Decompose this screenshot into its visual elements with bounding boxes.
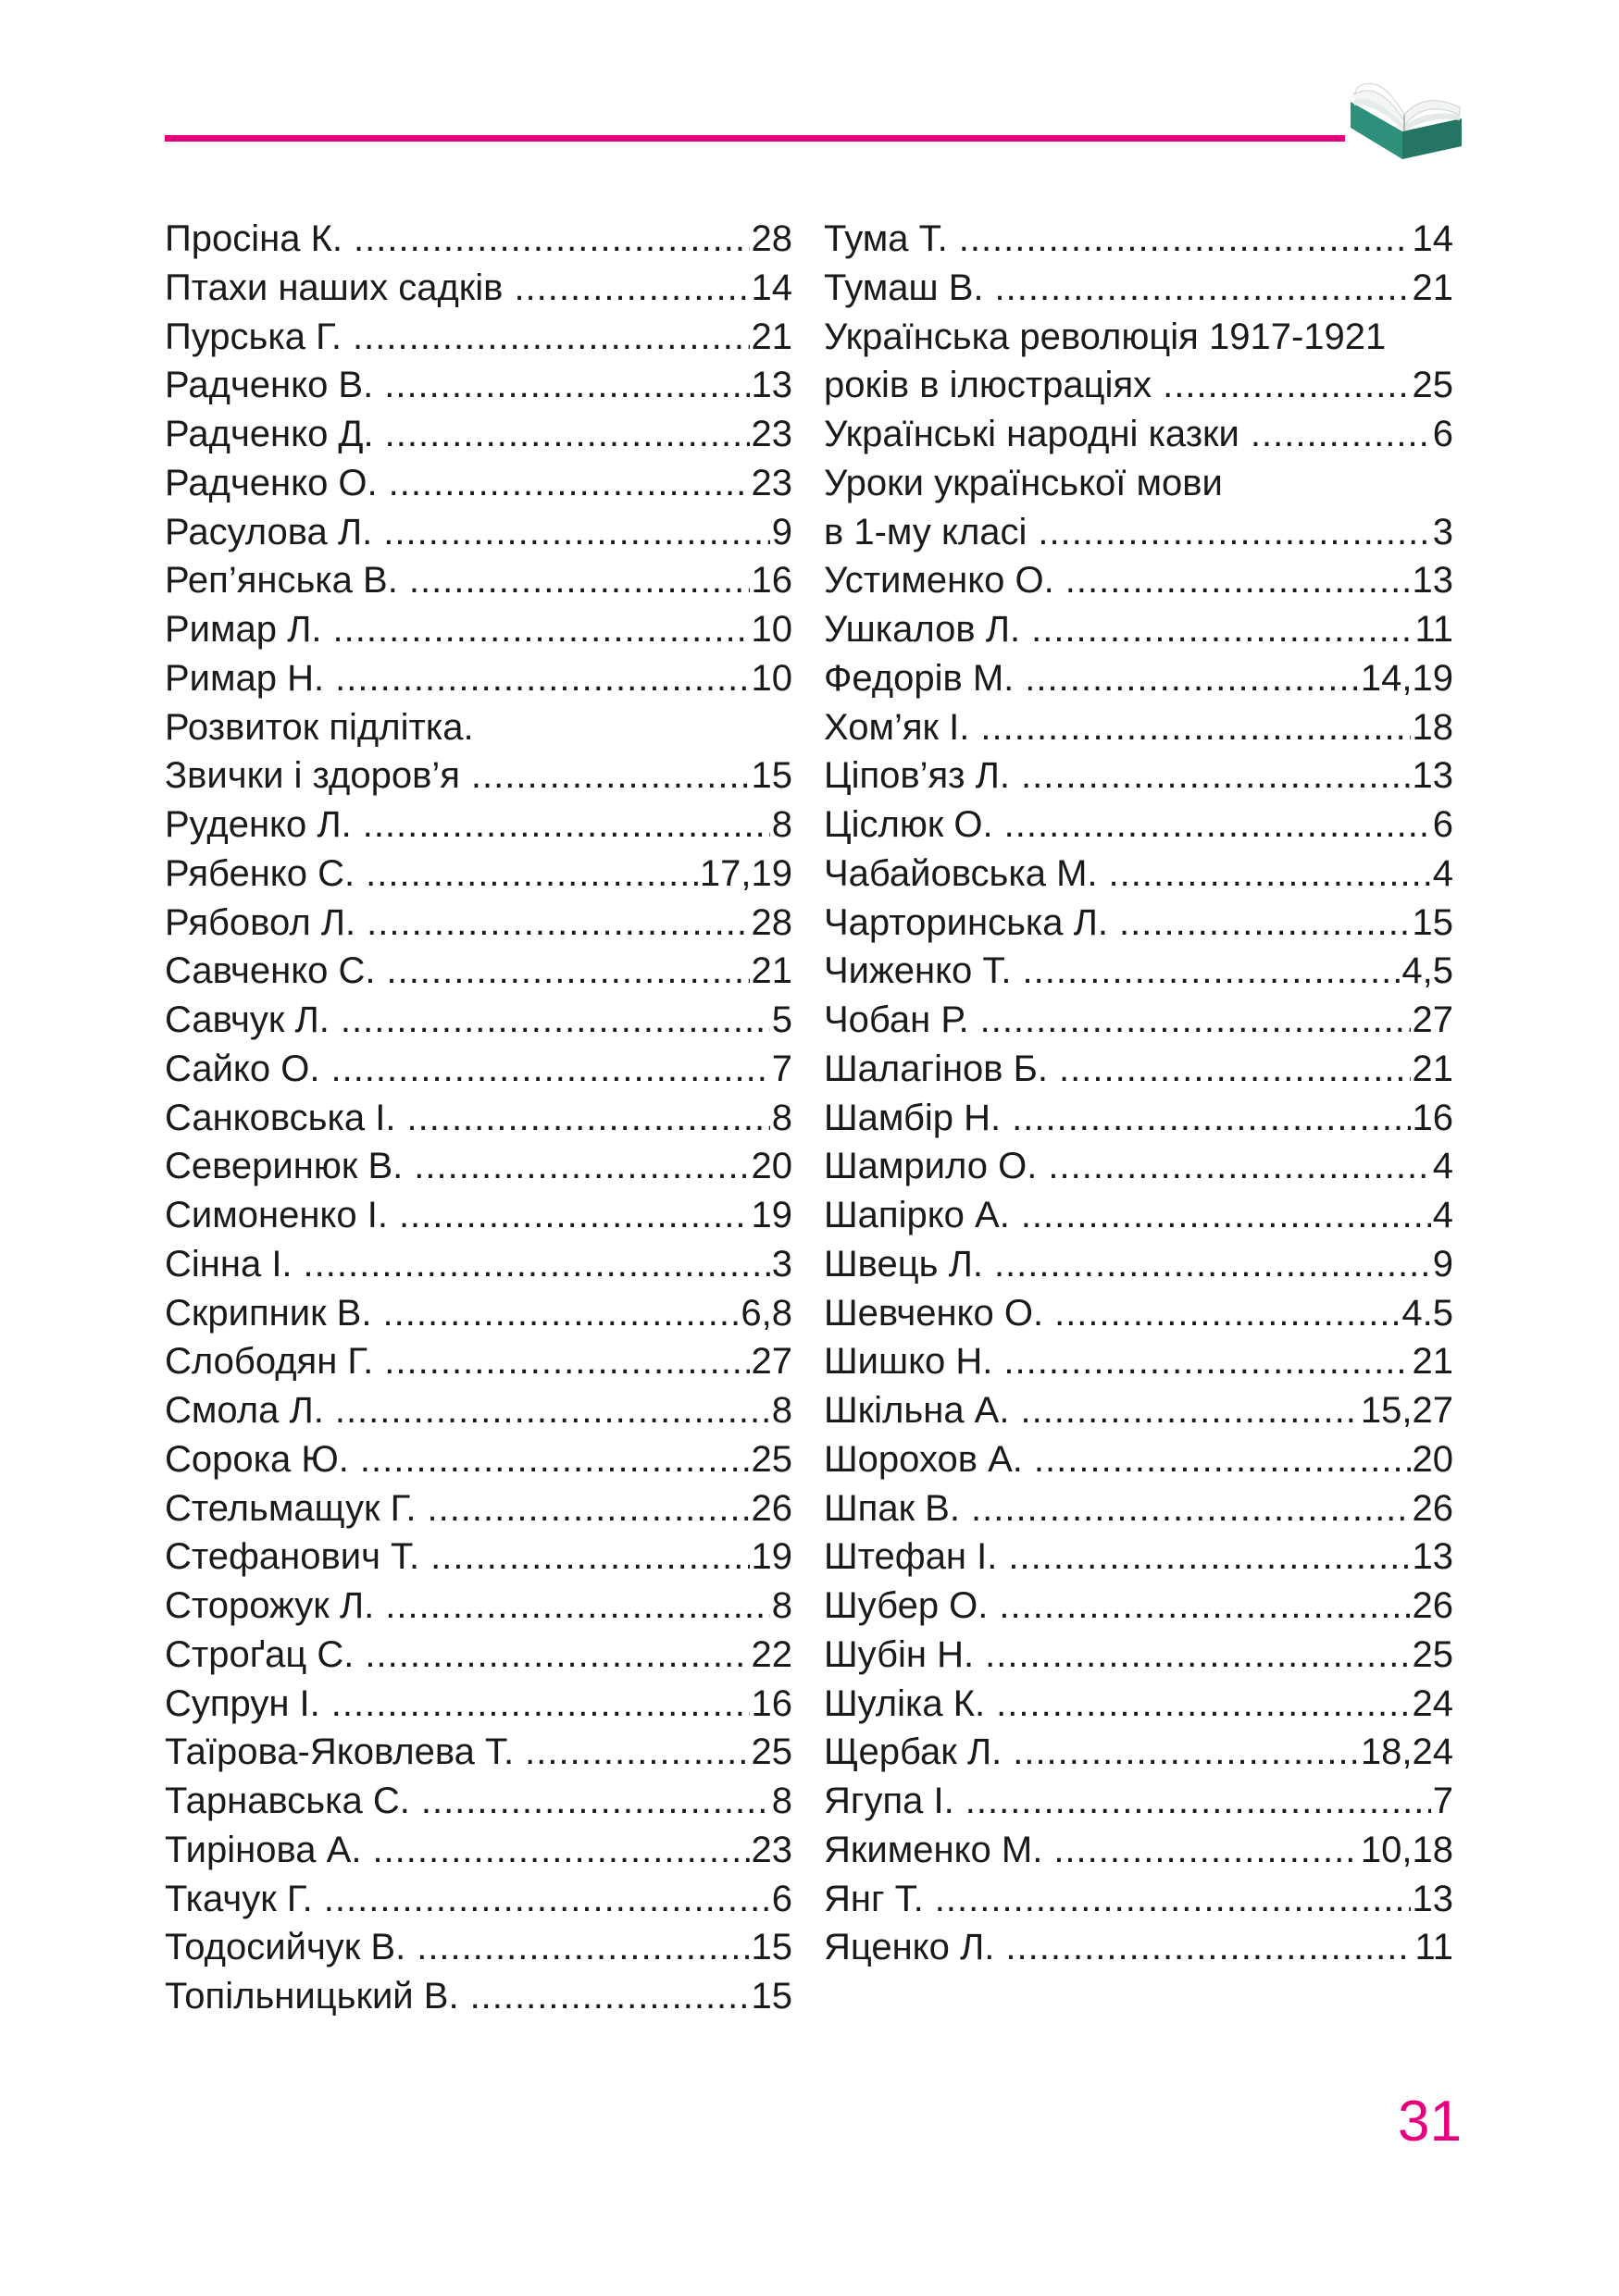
entry-page: 16 xyxy=(751,1682,792,1724)
dot-leader xyxy=(417,1923,749,1972)
entry-name: Ягупа І. xyxy=(824,1781,954,1821)
entry-page: 25 xyxy=(1412,1633,1453,1675)
dot-leader xyxy=(1025,654,1359,703)
entry-page: 4.5 xyxy=(1401,1292,1453,1334)
entry-name: Радченко Д. xyxy=(165,414,374,454)
entry-name: Пурська Г. xyxy=(165,316,342,357)
index-entry xyxy=(165,1972,792,2021)
entry-page: 15 xyxy=(751,1976,792,2017)
dot-leader xyxy=(1065,556,1411,605)
entry-page: 14,19 xyxy=(1360,657,1453,699)
index-entry xyxy=(824,1680,1453,1729)
entry-page: 16 xyxy=(751,560,792,602)
entry-page: 18 xyxy=(1412,706,1453,748)
entry-name: Шубер О. xyxy=(824,1585,989,1626)
entry-name: Хом’як І. xyxy=(824,706,970,748)
index-entry xyxy=(165,605,792,654)
dot-leader xyxy=(335,654,749,703)
entry-page: 8 xyxy=(771,1097,792,1138)
entry-name: Сайко О. xyxy=(165,1048,320,1089)
entry-page: 4 xyxy=(1432,1146,1453,1187)
index-entry xyxy=(824,1289,1453,1338)
entry-name: Шишко Н. xyxy=(824,1341,993,1383)
entry-name: Таїрова-Яковлева Т. xyxy=(165,1731,515,1773)
dot-leader xyxy=(1054,1289,1400,1338)
dot-leader xyxy=(1004,800,1431,850)
index-entry xyxy=(824,996,1453,1045)
index-entry xyxy=(165,1289,792,1338)
dot-leader xyxy=(1031,605,1413,654)
index-column-right xyxy=(824,215,1453,1972)
index-entry xyxy=(824,899,1453,948)
entry-name: Стефанович Т. xyxy=(165,1536,420,1578)
index-entry xyxy=(165,1142,792,1191)
entry-name: Щербак Л. xyxy=(824,1731,1003,1773)
dot-leader xyxy=(935,1875,1411,1924)
index-entry xyxy=(824,605,1453,654)
entry-name: Шамрило О. xyxy=(824,1146,1038,1187)
entry-page: 14 xyxy=(751,267,792,308)
entry-name: Українська революція 1917-1921 xyxy=(824,316,1387,357)
entry-name: Тирінова А. xyxy=(165,1829,362,1870)
entry-page: 6,8 xyxy=(741,1292,792,1334)
entry-name: Рябенко С. xyxy=(165,852,355,894)
entry-name: Руденко Л. xyxy=(165,804,352,845)
entry-name: Стельмащук Г. xyxy=(165,1487,417,1529)
index-entry xyxy=(165,1875,792,1924)
entry-page: 28 xyxy=(751,901,792,943)
entry-name: Тодосийчук В. xyxy=(165,1927,406,1968)
entry-page: 24 xyxy=(1412,1682,1453,1724)
dot-leader xyxy=(389,459,750,508)
entry-name: Сінна І. xyxy=(165,1243,293,1285)
index-entry xyxy=(824,1923,1453,1972)
dot-leader xyxy=(514,264,749,313)
entry-name: Ткачук Г. xyxy=(165,1878,313,1919)
index-entry xyxy=(165,556,792,605)
entry-name: Строґац С. xyxy=(165,1633,355,1675)
entry-page: 21 xyxy=(1412,1341,1453,1383)
entry-name: Шорохов А. xyxy=(824,1438,1023,1480)
index-entry xyxy=(165,1435,792,1484)
entry-name: Шевченко О. xyxy=(824,1292,1044,1334)
dot-leader xyxy=(360,1435,750,1484)
entry-page: 13 xyxy=(1412,1878,1453,1919)
index-entry xyxy=(165,459,792,508)
entry-page: 13 xyxy=(1412,755,1453,797)
dot-leader xyxy=(383,508,769,557)
entry-name: Симоненко І. xyxy=(165,1195,388,1235)
dot-leader xyxy=(341,996,770,1045)
dot-leader xyxy=(363,800,770,850)
index-entry xyxy=(824,947,1453,996)
entry-page: 5 xyxy=(771,999,792,1040)
entry-page: 23 xyxy=(751,462,792,503)
dot-leader xyxy=(384,361,749,410)
entry-name: Шкільна А. xyxy=(824,1390,1010,1431)
entry-page: 14 xyxy=(1412,218,1453,259)
index-entry xyxy=(824,1631,1453,1680)
entry-name: Римар Н. xyxy=(165,657,325,699)
entry-name: Шпак В. xyxy=(824,1487,960,1529)
dot-leader xyxy=(971,1484,1411,1533)
entry-page: 13 xyxy=(1412,560,1453,602)
entry-page: 16 xyxy=(1412,1097,1453,1138)
dot-leader xyxy=(965,1777,1431,1826)
dot-leader xyxy=(1003,1337,1410,1386)
entry-name: Супрун І. xyxy=(165,1682,320,1724)
header-rule xyxy=(165,135,1345,142)
index-entry xyxy=(824,1142,1453,1191)
entry-page: 4 xyxy=(1432,852,1453,894)
index-entry xyxy=(165,1094,792,1143)
index-entry xyxy=(824,1728,1453,1777)
entry-name: Уроки української мови xyxy=(824,462,1223,503)
entry-name: Тума Т. xyxy=(824,218,948,259)
entry-name: Смола Л. xyxy=(165,1390,324,1431)
dot-leader xyxy=(1251,410,1431,459)
entry-page: 13 xyxy=(1412,1536,1453,1578)
index-entry xyxy=(165,1728,792,1777)
entry-page: 19 xyxy=(751,1536,792,1578)
dot-leader xyxy=(427,1484,749,1533)
entry-page: 28 xyxy=(751,218,792,259)
entry-name: Скрипник В. xyxy=(165,1292,372,1334)
entry-page: 3 xyxy=(1432,511,1453,552)
entry-page: 4,5 xyxy=(1401,950,1453,992)
dot-leader xyxy=(353,313,749,362)
index-entry xyxy=(165,313,792,362)
dot-leader xyxy=(304,1240,770,1289)
entry-page: 21 xyxy=(751,316,792,357)
index-entry xyxy=(165,215,792,264)
dot-leader xyxy=(385,1582,770,1631)
entry-name: Ушкалов Л. xyxy=(824,609,1021,650)
index-entry xyxy=(165,508,792,557)
entry-name: Савченко С. xyxy=(165,950,376,992)
entry-name: Расулова Л. xyxy=(165,511,373,552)
entry-page: 8 xyxy=(771,1390,792,1431)
dot-leader xyxy=(470,1972,750,2021)
dot-leader xyxy=(366,850,698,899)
dot-leader xyxy=(385,410,750,459)
index-entry xyxy=(824,850,1453,899)
index-entry xyxy=(824,1875,1453,1924)
entry-page: 26 xyxy=(751,1487,792,1529)
entry-name: Топільницький В. xyxy=(165,1976,459,2017)
index-entry xyxy=(165,1484,792,1533)
index-entry xyxy=(824,1337,1453,1386)
dot-leader xyxy=(1005,1923,1413,1972)
entry-name: Чабайовська М. xyxy=(824,852,1098,894)
index-entry xyxy=(165,1777,792,1826)
entry-name: Штефан І. xyxy=(824,1536,998,1578)
entry-page: 27 xyxy=(751,1341,792,1383)
dot-leader xyxy=(996,1680,1410,1729)
dot-leader xyxy=(387,947,750,996)
entry-page: 11 xyxy=(1414,1927,1453,1968)
dot-leader xyxy=(1021,751,1411,800)
entry-name: Ціпов’яз Л. xyxy=(824,755,1010,797)
entry-name: Звички і здоров’я xyxy=(165,755,460,797)
entry-page: 4 xyxy=(1432,1195,1453,1235)
entry-page: 25 xyxy=(751,1731,792,1773)
index-entry xyxy=(165,1337,792,1386)
entry-page: 26 xyxy=(1412,1585,1453,1626)
index-entry xyxy=(165,1631,792,1680)
dot-leader xyxy=(994,1240,1431,1289)
index-entry xyxy=(824,264,1453,313)
index-entry xyxy=(824,1777,1453,1826)
dot-leader xyxy=(1059,1045,1410,1094)
index-entry xyxy=(824,508,1453,557)
dot-leader xyxy=(1020,1386,1358,1435)
entry-name: Тарнавська С. xyxy=(165,1781,410,1821)
entry-page: 9 xyxy=(771,511,792,552)
index-entry xyxy=(824,556,1453,605)
entry-name: Савчук Л. xyxy=(165,999,330,1040)
entry-page: 26 xyxy=(1412,1487,1453,1529)
entry-page: 17,19 xyxy=(699,852,792,894)
dot-leader xyxy=(333,605,750,654)
index-entry xyxy=(165,1533,792,1582)
entry-page: 13 xyxy=(751,365,792,406)
dot-leader xyxy=(980,703,1410,752)
index-entry xyxy=(165,1240,792,1289)
dot-leader xyxy=(367,899,749,948)
dot-leader xyxy=(365,1631,749,1680)
entry-name: Радченко В. xyxy=(165,365,374,406)
entry-page: 15 xyxy=(751,755,792,797)
dot-leader xyxy=(1012,1094,1410,1143)
index-entry xyxy=(165,703,792,752)
entry-page: 11 xyxy=(1414,609,1453,650)
entry-name: Устименко О. xyxy=(824,560,1054,602)
dot-leader xyxy=(959,215,1411,264)
dot-leader xyxy=(421,1777,770,1826)
entry-name: Северинюк В. xyxy=(165,1146,404,1187)
entry-page: 10 xyxy=(751,657,792,699)
index-entry xyxy=(165,1386,792,1435)
entry-name: Шамбір Н. xyxy=(824,1097,1002,1138)
page-number: 31 xyxy=(1398,2090,1462,2153)
entry-name: Ціслюк О. xyxy=(824,804,993,845)
dot-leader xyxy=(980,996,1411,1045)
dot-leader xyxy=(1023,947,1401,996)
index-entry xyxy=(165,850,792,899)
index-entry xyxy=(165,410,792,459)
entry-name: Тумаш В. xyxy=(824,267,984,308)
dot-leader xyxy=(324,1875,770,1924)
entry-name: Римар Л. xyxy=(165,609,322,650)
entry-page: 8 xyxy=(771,804,792,845)
index-entry xyxy=(824,1045,1453,1094)
entry-page: 7 xyxy=(771,1048,792,1089)
dot-leader xyxy=(1119,899,1410,948)
entry-page: 8 xyxy=(771,1585,792,1626)
dot-leader xyxy=(372,1826,749,1875)
entry-name: Якименко М. xyxy=(824,1829,1043,1870)
entry-page: 25 xyxy=(751,1438,792,1480)
entry-page: 20 xyxy=(1412,1438,1453,1480)
entry-page: 6 xyxy=(771,1878,792,1919)
entry-page: 19 xyxy=(751,1195,792,1235)
entry-name: Чарторинська Л. xyxy=(824,901,1109,943)
entry-page: 15 xyxy=(751,1927,792,1968)
index-entry xyxy=(165,1582,792,1631)
entry-page: 9 xyxy=(1432,1243,1453,1285)
index-entry xyxy=(165,899,792,948)
dot-leader xyxy=(330,1045,769,1094)
dot-leader xyxy=(525,1728,749,1777)
entry-page: 3 xyxy=(771,1243,792,1285)
dot-leader xyxy=(399,1191,750,1240)
index-entry xyxy=(165,361,792,410)
entry-name: Розвиток підлітка. xyxy=(165,706,474,748)
entry-name: років в ілюстраціях xyxy=(824,365,1152,406)
entry-name: Просіна К. xyxy=(165,218,342,259)
entry-page: 15 xyxy=(1412,901,1453,943)
index-column-left xyxy=(165,215,792,2021)
index-entry xyxy=(824,1191,1453,1240)
entry-name: Сторожук Л. xyxy=(165,1585,375,1626)
entry-page: 21 xyxy=(1412,267,1453,308)
entry-page: 23 xyxy=(751,414,792,454)
entry-name: Сорока Ю. xyxy=(165,1438,349,1480)
index-entry xyxy=(824,410,1453,459)
index-entry xyxy=(165,800,792,850)
index-entry xyxy=(165,1680,792,1729)
dot-leader xyxy=(985,1631,1410,1680)
dot-leader xyxy=(1109,850,1431,899)
dot-leader xyxy=(994,264,1410,313)
index-entry xyxy=(165,751,792,800)
entry-page: 21 xyxy=(1412,1048,1453,1089)
entry-name: Рябовол Л. xyxy=(165,901,356,943)
entry-name: Швець Л. xyxy=(824,1243,983,1285)
entry-page: 22 xyxy=(751,1633,792,1675)
entry-page: 15,27 xyxy=(1360,1390,1453,1431)
dot-leader xyxy=(1053,1826,1359,1875)
entry-page: 20 xyxy=(751,1146,792,1187)
dot-leader xyxy=(1038,508,1430,557)
index-entry xyxy=(165,996,792,1045)
index-entry xyxy=(824,1533,1453,1582)
entry-name: в 1-му класі xyxy=(824,511,1027,552)
entry-name: Чиженко Т. xyxy=(824,950,1012,992)
index-entry xyxy=(824,1826,1453,1875)
index-entry xyxy=(165,1045,792,1094)
entry-page: 21 xyxy=(751,950,792,992)
open-book-icon xyxy=(1347,74,1465,167)
dot-leader xyxy=(406,1094,769,1143)
index-entry xyxy=(824,800,1453,850)
index-entry xyxy=(165,1826,792,1875)
entry-name: Птахи наших садків xyxy=(165,267,504,308)
index-entry xyxy=(165,654,792,703)
entry-name: Слободян Г. xyxy=(165,1341,374,1383)
dot-leader xyxy=(471,751,750,800)
dot-leader xyxy=(384,1337,749,1386)
entry-page: 27 xyxy=(1412,999,1453,1040)
index-entry xyxy=(824,1582,1453,1631)
dot-leader xyxy=(414,1142,749,1191)
dot-leader xyxy=(1034,1435,1411,1484)
entry-page: 10,18 xyxy=(1360,1829,1453,1870)
index-entry xyxy=(824,361,1453,410)
entry-name: Яценко Л. xyxy=(824,1927,995,1968)
dot-leader xyxy=(430,1533,749,1582)
index-entry xyxy=(824,1240,1453,1289)
entry-name: Санковська І. xyxy=(165,1097,396,1138)
entry-page: 25 xyxy=(1412,365,1453,406)
index-entry xyxy=(165,1191,792,1240)
index-entry xyxy=(824,215,1453,264)
index-entry xyxy=(165,1923,792,1972)
entry-page: 8 xyxy=(771,1781,792,1821)
index-entry xyxy=(824,1484,1453,1533)
entry-name: Шуліка К. xyxy=(824,1682,986,1724)
dot-leader xyxy=(999,1582,1410,1631)
entry-name: Реп’янська В. xyxy=(165,560,398,602)
index-entry xyxy=(824,459,1453,508)
index-entry xyxy=(824,313,1453,362)
entry-page: 10 xyxy=(751,609,792,650)
entry-page: 18,24 xyxy=(1360,1731,1453,1773)
entry-page: 7 xyxy=(1432,1781,1453,1821)
index-entry xyxy=(165,947,792,996)
dot-leader xyxy=(354,215,750,264)
index-entry xyxy=(165,264,792,313)
entry-name: Янг Т. xyxy=(824,1878,924,1919)
entry-name: Федорів М. xyxy=(824,657,1015,699)
entry-name: Радченко О. xyxy=(165,462,378,503)
entry-name: Українські народні казки xyxy=(824,414,1239,454)
index-entry xyxy=(824,703,1453,752)
dot-leader xyxy=(1021,1191,1431,1240)
index-entry xyxy=(824,654,1453,703)
index-entry xyxy=(824,1386,1453,1435)
entry-name: Шубін Н. xyxy=(824,1633,975,1675)
dot-leader xyxy=(1013,1728,1359,1777)
index-entry xyxy=(824,751,1453,800)
dot-leader xyxy=(1163,361,1410,410)
index-entry xyxy=(824,1435,1453,1484)
entry-page: 6 xyxy=(1432,414,1453,454)
index-entry xyxy=(824,1094,1453,1143)
dot-leader xyxy=(335,1386,770,1435)
entry-name: Шапірко А. xyxy=(824,1195,1010,1235)
entry-name: Чобан Р. xyxy=(824,999,969,1040)
dot-leader xyxy=(382,1289,739,1338)
entry-name: Шалагінов Б. xyxy=(824,1048,1049,1089)
dot-leader xyxy=(1008,1533,1410,1582)
entry-page: 6 xyxy=(1432,804,1453,845)
entry-page: 23 xyxy=(751,1829,792,1870)
dot-leader xyxy=(409,556,750,605)
dot-leader xyxy=(331,1680,750,1729)
dot-leader xyxy=(1048,1142,1430,1191)
